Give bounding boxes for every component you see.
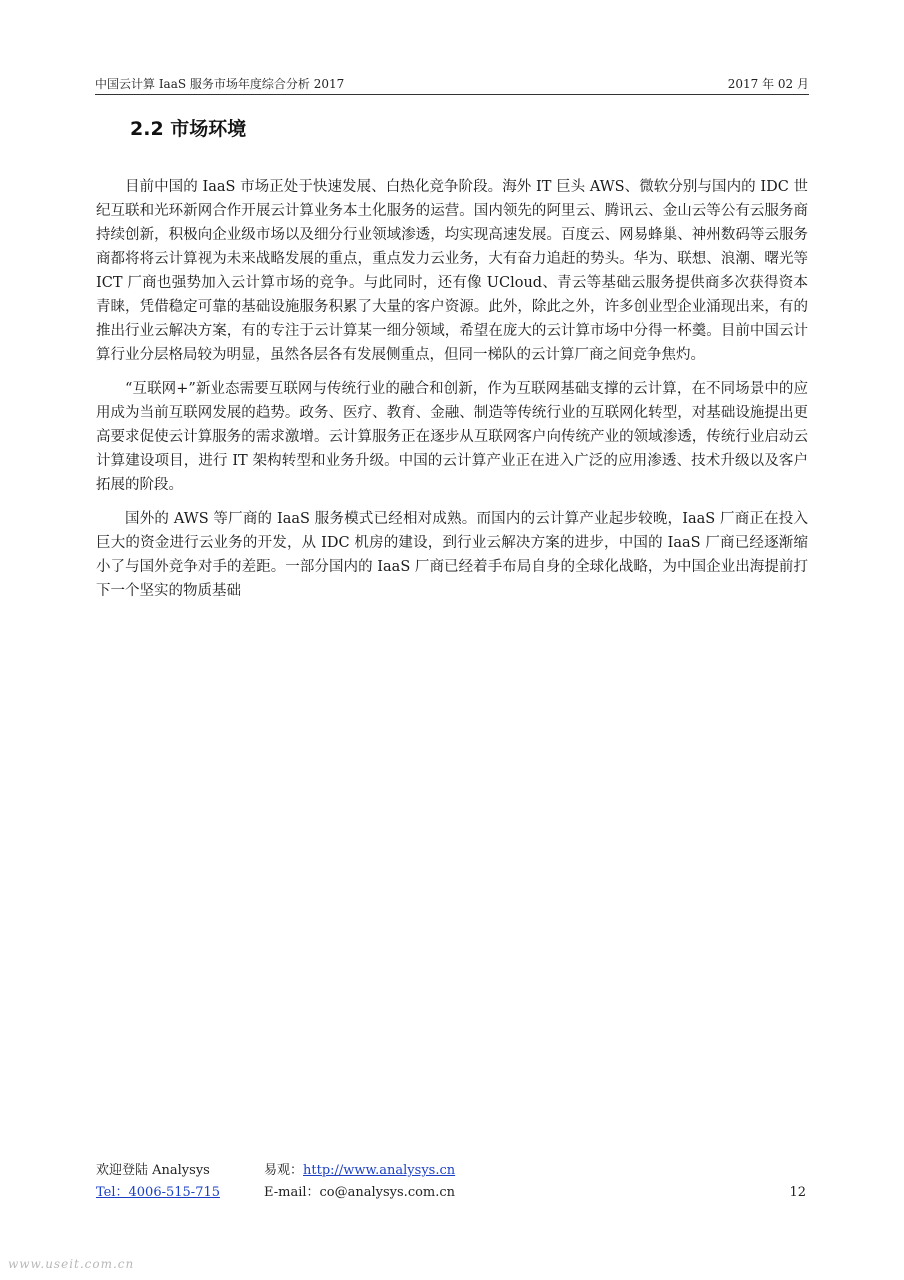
paragraph-3: 国外的 AWS 等厂商的 IaaS 服务模式已经相对成熟。而国内的云计算产业起步较晚，IaaS 厂商正在投入巨大的资金进行云业务的开发，从 IDC 机房的建设，到行业云解决方案的进步，中国的 IaaS 厂商已经逐渐缩小了与国外竞争对手的差距。一部分国内的 IaaS 厂商已经着手布局自身的全球化战略，为中国企业出海提前打下一个坚实的物质基础 (96, 511, 808, 599)
welcome-text: 欢迎登陆 Analysys (96, 1163, 210, 1178)
site-label: 易观： (264, 1163, 304, 1178)
paragraph-2: “互联网+”新业态需要互联网与传统行业的融合和创新，作为互联网基础支撑的云计算，在不同场景中的应用成为当前互联网发展的趋势。政务、医疗、教育、金融、制造等传统行业的互联网化转型，对基础设施提出更高要求促使云计算服务的需求激增。云计算服务正在逐步从互联网客户向传统产业的领域渗透，传统行业启动云计算建设项目，进行 IT 架构转型和业务升级。中国的云计算产业正在进入广泛的应用渗透、技术升级以及客户拓展的阶段。 (96, 381, 808, 493)
watermark: www.useit.com.cn (8, 1257, 135, 1271)
site-link[interactable]: http://www.analysys.cn (303, 1163, 456, 1178)
page-header (95, 76, 809, 95)
footer-row-2 (96, 1182, 808, 1204)
section-title: 2.2 市场环境 (130, 118, 247, 140)
page-number: 12 (789, 1185, 806, 1200)
tel-link[interactable]: Tel：4006-515-715 (96, 1185, 221, 1200)
email-text: E-mail：co@analysys.com.cn (264, 1185, 456, 1200)
section-body (96, 175, 808, 613)
report-title: 中国云计算 IaaS 服务市场年度综合分析 2017 (95, 77, 345, 91)
report-date: 2017 年 02 月 (727, 77, 809, 91)
page-footer (96, 1160, 808, 1204)
paragraph-1: 目前中国的 IaaS 市场正处于快速发展、白热化竞争阶段。海外 IT 巨头 AWS、微软分别与国内的 IDC 世纪互联和光环新网合作开展云计算业务本土化服务的运营。国内领先的阿里云、腾讯云、金山云等公有云服务商持续创新，积极向企业级市场以及细分行业领域渗透，均实现高速发展。百度云、网易蜂巢、神州数码等云服务商都将将云计算视为未来战略发展的重点，重点发力云业务，大有奋力追赶的势头。华为、联想、浪潮、曙光等 ICT 厂商也强势加入云计算市场的竞争。与此同时，还有像 UCloud、青云等基础云服务提供商多次获得资本青睐，凭借稳定可靠的基础设施服务积累了大量的客户资源。此外，除此之外，许多创业型企业涌现出来，有的推出行业云解决方案，有的专注于云计算某一细分领域，希望在庞大的云计算市场中分得一杯羹。目前中国云计算行业分层格局较为明显，虽然各层各有发展侧重点，但同一梯队的云计算厂商之间竞争焦灼。 (96, 179, 808, 363)
site-info (264, 1160, 455, 1182)
footer-row-1 (96, 1160, 808, 1182)
